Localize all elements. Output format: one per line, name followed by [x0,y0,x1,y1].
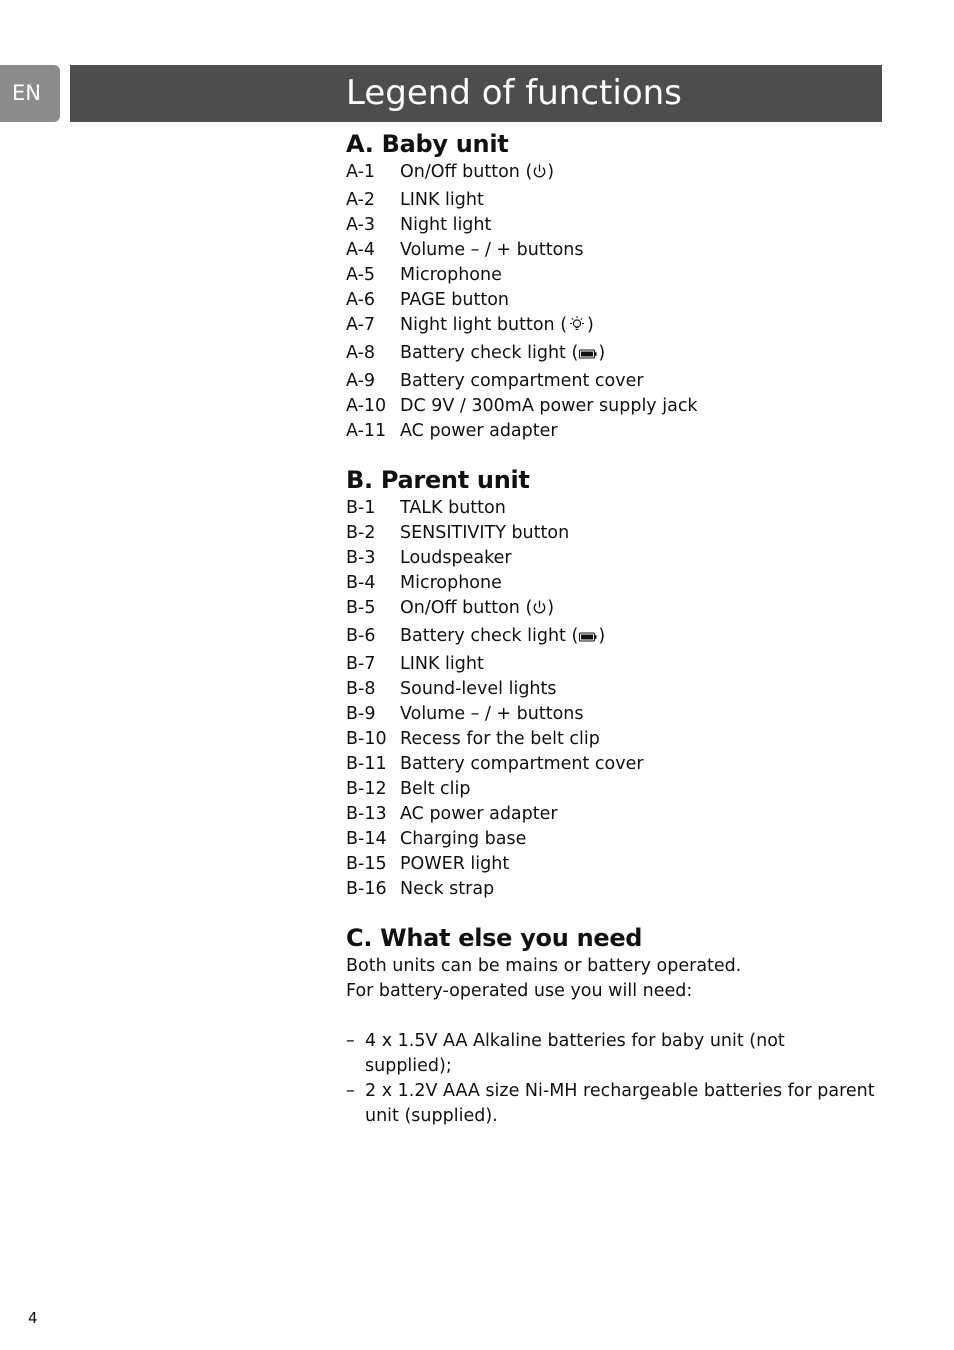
item-label: Loudspeaker [400,548,512,568]
item-label: Night light button ( [400,315,568,335]
item-suffix: ) [547,598,555,618]
parent-unit-item [346,496,876,521]
parent-unit-item [346,727,876,752]
item-code: B-4 [346,573,376,593]
power-icon [532,599,547,624]
item-code: A-9 [346,371,376,391]
item-label: Volume – / + buttons [400,704,584,724]
section-b-heading: B. Parent unit [346,466,530,494]
item-label: AC power adapter [400,421,558,441]
item-code: B-3 [346,548,376,568]
item-code: A-3 [346,215,376,235]
item-code: B-14 [346,829,387,849]
item-code: A-6 [346,290,376,310]
item-label: Night light [400,215,492,235]
parent-unit-item [346,652,876,677]
parent-unit-item [346,777,876,802]
item-code: B-12 [346,779,387,799]
baby-unit-item [346,160,876,188]
requirement-text: 2 x 1.2V AAA size Ni-MH rechargeable batteries for parent unit (supplied). [365,1081,875,1126]
item-label: Battery check light ( [400,626,579,646]
parent-unit-item [346,702,876,727]
item-label: On/Off button ( [400,162,533,182]
item-code: B-8 [346,679,376,699]
requirement-item [346,1079,876,1129]
item-code: B-2 [346,523,376,543]
item-label: On/Off button ( [400,598,533,618]
baby-unit-item [346,341,876,369]
parent-unit-item [346,624,876,652]
baby-unit-item [346,369,876,394]
item-code: A-11 [346,421,387,441]
intro-line-1: Both units can be mains or battery operated. [346,956,742,976]
item-label: PAGE button [400,290,509,310]
parent-unit-item [346,521,876,546]
item-code: B-1 [346,498,376,518]
parent-unit-item [346,752,876,777]
parent-unit-item [346,571,876,596]
item-code: B-11 [346,754,387,774]
item-code: A-5 [346,265,376,285]
item-label: Battery compartment cover [400,754,644,774]
baby-unit-item [346,213,876,238]
baby-unit-item [346,238,876,263]
parent-unit-item [346,802,876,827]
item-label: DC 9V / 300mA power supply jack [400,396,698,416]
requirements-list [346,1029,876,1129]
parent-unit-list [346,496,876,902]
lightbulb-icon [567,315,587,341]
item-label: Recess for the belt clip [400,729,600,749]
item-code: A-4 [346,240,376,260]
bullet-dash: – [346,1031,355,1051]
baby-unit-item [346,313,876,341]
item-code: B-6 [346,626,376,646]
section-a-heading: A. Baby unit [346,130,509,158]
baby-unit-item [346,188,876,213]
baby-unit-item [346,288,876,313]
item-suffix: ) [587,315,594,335]
item-code: B-13 [346,804,387,824]
item-code: B-10 [346,729,387,749]
parent-unit-item [346,677,876,702]
page-title: Legend of functions [346,73,682,113]
item-label: Belt clip [400,779,471,799]
intro-line-2: For battery-operated use you will need: [346,981,693,1001]
requirement-text: 4 x 1.5V AA Alkaline batteries for baby unit (not supplied); [365,1031,785,1076]
item-label: AC power adapter [400,804,558,824]
item-label: SENSITIVITY button [400,523,570,543]
battery-icon [578,344,598,369]
item-suffix: ) [547,162,555,182]
parent-unit-item [346,852,876,877]
item-label: Microphone [400,265,502,285]
baby-unit-item [346,419,876,444]
item-code: B-9 [346,704,376,724]
battery-icon [578,627,598,652]
item-code: A-7 [346,315,376,335]
item-code: B-5 [346,598,376,618]
section-c-heading: C. What else you need [346,924,643,952]
item-code: A-10 [346,396,387,416]
item-suffix: ) [598,626,606,646]
item-code: B-15 [346,854,387,874]
baby-unit-list [346,160,876,444]
content [346,128,876,1129]
parent-unit-item [346,596,876,624]
item-label: Microphone [400,573,502,593]
item-code: A-1 [346,162,376,182]
item-label: Neck strap [400,879,495,899]
parent-unit-item [346,877,876,902]
item-label: Volume – / + buttons [400,240,584,260]
parent-unit-item [346,827,876,852]
item-code: B-16 [346,879,387,899]
item-label: Charging base [400,829,527,849]
page-number: 4 [28,1309,38,1327]
language-tab: EN [0,65,60,122]
item-code: B-7 [346,654,376,674]
spacer [346,1004,876,1029]
parent-unit-item [346,546,876,571]
power-icon [532,163,547,188]
item-suffix: ) [598,343,606,363]
item-label: Battery check light ( [400,343,579,363]
item-code: A-2 [346,190,376,210]
item-label: Sound-level lights [400,679,557,699]
requirement-item [346,1029,876,1079]
item-label: LINK light [400,654,484,674]
item-label: TALK button [400,498,506,518]
item-code: A-8 [346,343,376,363]
baby-unit-item [346,394,876,419]
title-bar [70,65,882,122]
bullet-dash: – [346,1081,355,1101]
item-label: Battery compartment cover [400,371,644,391]
baby-unit-item [346,263,876,288]
item-label: POWER light [400,854,510,874]
item-label: LINK light [400,190,484,210]
